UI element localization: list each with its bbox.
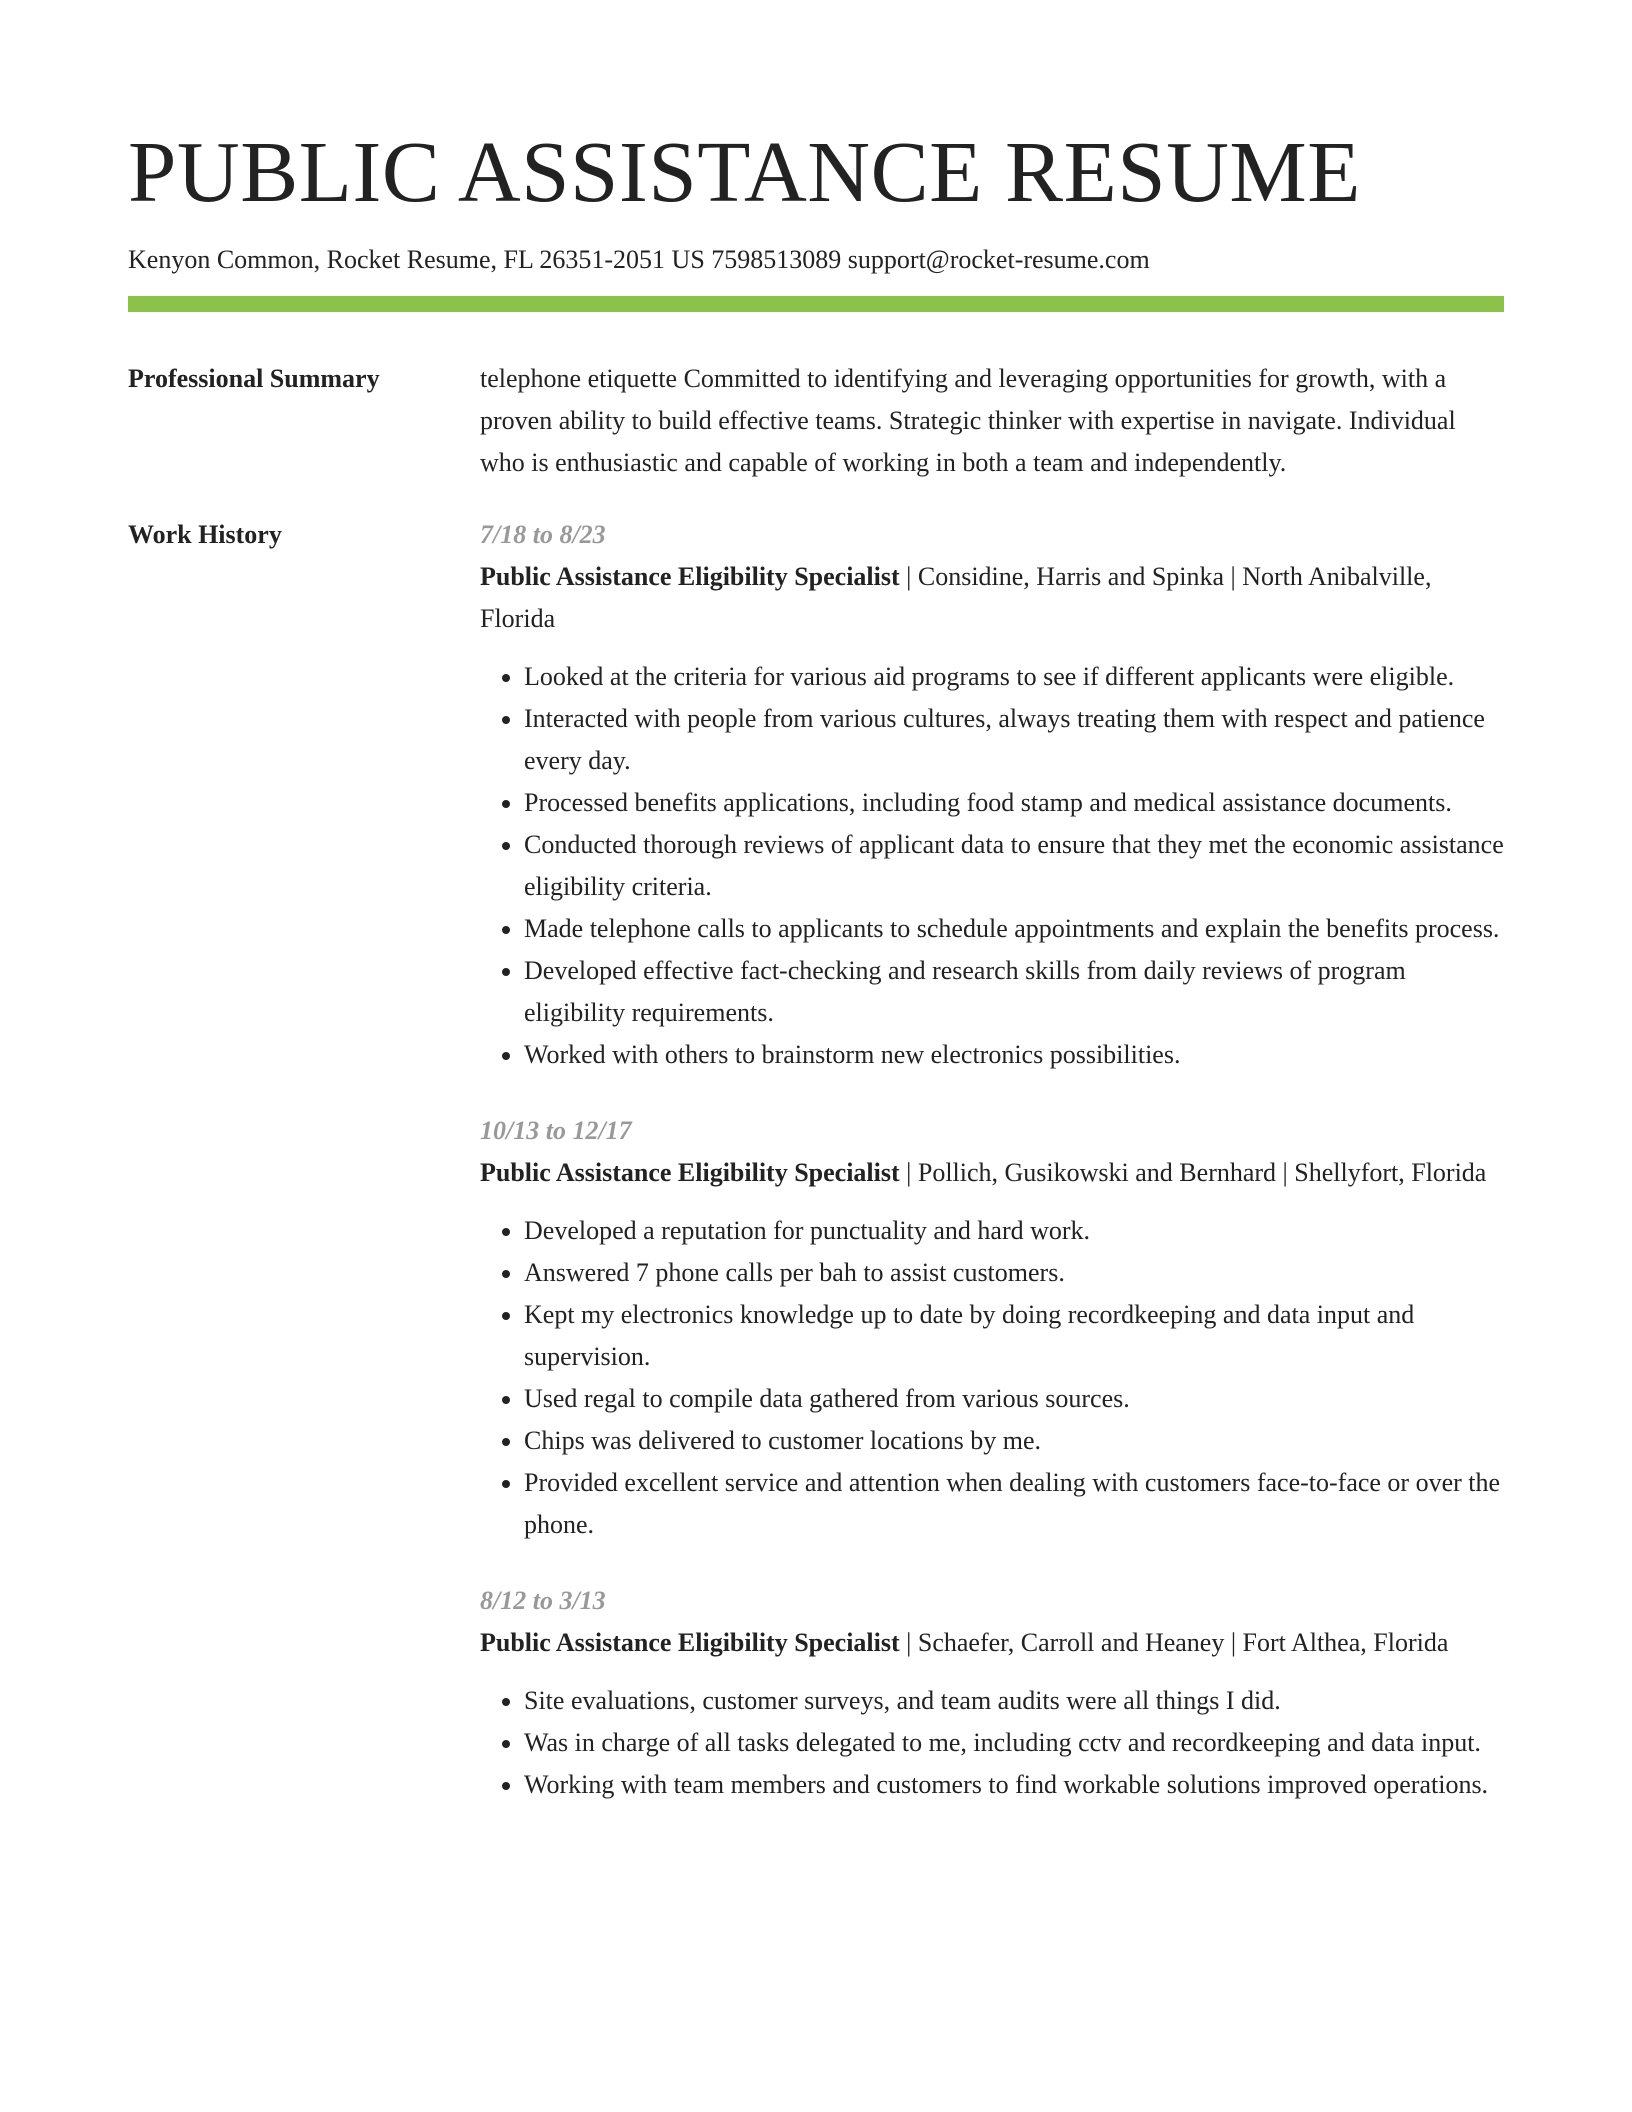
work-history-section <box>128 514 1504 1840</box>
job-heading <box>480 1622 1504 1664</box>
professional-summary-section <box>128 358 1504 484</box>
job-bullet: • Kept my electronics knowledge up to date by doing recordkeeping and data input and supervision. <box>524 1294 1504 1378</box>
job-dates: 10/13 to 12/17 <box>480 1116 632 1145</box>
resume-page <box>128 124 1504 1840</box>
job-details: | Schaefer, Carroll and Heaney | Fort Althea, Florida <box>899 1628 1449 1657</box>
job-title: Public Assistance Eligibility Specialist <box>480 562 900 591</box>
job-bullet: • Working with team members and customers to find workable solutions improved operations. <box>524 1764 1504 1806</box>
job-bullet: • Conducted thorough reviews of applicant data to ensure that they met the economic assistance eligibility criteria. <box>524 824 1504 908</box>
summary-body <box>480 358 1504 484</box>
job-entry <box>480 1110 1504 1546</box>
work-history-body <box>480 514 1504 1840</box>
job-bullet: • Was in charge of all tasks delegated to me, including cctv and recordkeeping and data input. <box>524 1722 1504 1764</box>
job-title: Public Assistance Eligibility Specialist <box>480 1628 900 1657</box>
job-bullet: • Interacted with people from various cultures, always treating them with respect and patience every day. <box>524 698 1504 782</box>
job-entry <box>480 1580 1504 1806</box>
accent-divider <box>128 296 1504 312</box>
summary-text: telephone etiquette Committed to identifying and leveraging opportunities for growth, with a proven ability to build effective teams. Strategic thinker with expertise in navigate. Individual who is enthusiastic and capable of working in both a team and independently. <box>480 364 1456 477</box>
job-bullet: • Worked with others to brainstorm new electronics possibilities. <box>524 1034 1504 1076</box>
section-title-summary: Professional Summary <box>128 364 380 393</box>
job-dates: 7/18 to 8/23 <box>480 520 606 549</box>
job-heading <box>480 556 1504 640</box>
job-bullet: • Developed effective fact-checking and research skills from daily reviews of program eligibility requirements. <box>524 950 1504 1034</box>
job-bullet: • Provided excellent service and attention when dealing with customers face-to-face or over the phone. <box>524 1462 1504 1546</box>
job-entry <box>480 514 1504 1076</box>
job-heading <box>480 1152 1504 1194</box>
job-details: | Pollich, Gusikowski and Bernhard | Shellyfort, Florida <box>899 1158 1487 1187</box>
job-bullets <box>480 1680 1504 1806</box>
job-bullet: • Used regal to compile data gathered from various sources. <box>524 1378 1504 1420</box>
job-bullet: • Chips was delivered to customer locations by me. <box>524 1420 1504 1462</box>
job-bullet: • Looked at the criteria for various aid programs to see if different applicants were eligible. <box>524 656 1504 698</box>
section-title-work-history: Work History <box>128 520 282 549</box>
job-details: | Considine, Harris and Spinka | North Anibalville, Florida <box>480 562 1432 633</box>
job-bullet: • Made telephone calls to applicants to schedule appointments and explain the benefits process. <box>524 908 1504 950</box>
job-bullets <box>480 1210 1504 1546</box>
job-dates: 8/12 to 3/13 <box>480 1586 606 1615</box>
job-bullet: • Answered 7 phone calls per bah to assist customers. <box>524 1252 1504 1294</box>
job-bullet: • Site evaluations, customer surveys, and team audits were all things I did. <box>524 1680 1504 1722</box>
contact-line: Kenyon Common, Rocket Resume, FL 26351-2051 US 7598513089 support@rocket-resume.com <box>128 245 1150 274</box>
job-bullet: • Processed benefits applications, including food stamp and medical assistance documents. <box>524 782 1504 824</box>
resume-title: PUBLIC ASSISTANCE RESUME <box>128 123 1361 220</box>
job-bullet: • Developed a reputation for punctuality and hard work. <box>524 1210 1504 1252</box>
job-bullets <box>480 656 1504 1076</box>
job-title: Public Assistance Eligibility Specialist <box>480 1158 900 1187</box>
